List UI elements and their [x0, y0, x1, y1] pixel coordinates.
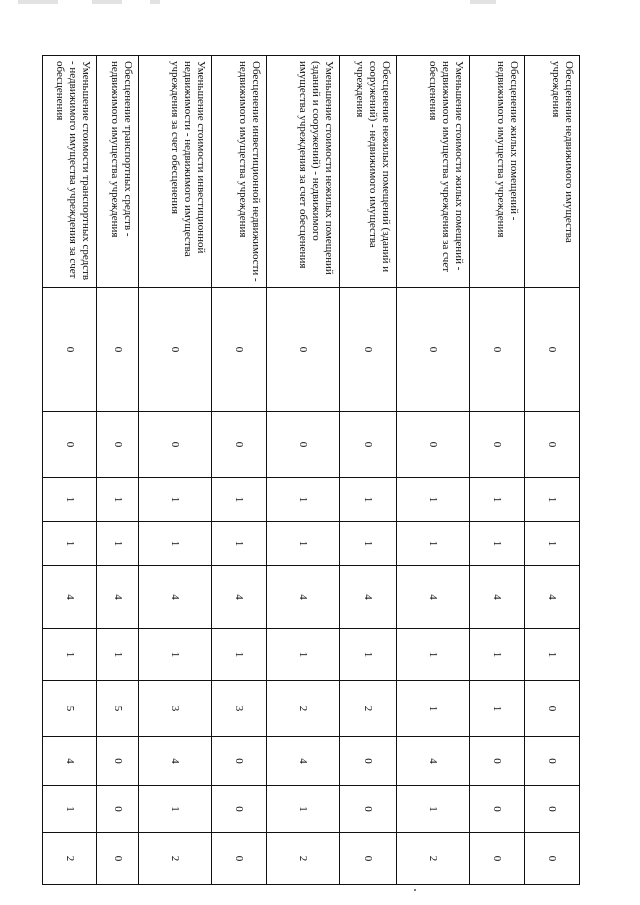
code-cell: 1	[397, 522, 470, 566]
table-row	[525, 56, 580, 885]
scan-artifact	[150, 0, 160, 4]
code-cell: 1	[525, 629, 580, 681]
code-cell: 0	[525, 786, 580, 833]
code-cell: 0	[525, 737, 580, 786]
code-cell: 0	[340, 288, 397, 412]
code-cell: 0	[525, 681, 580, 737]
code-cell: 2	[397, 833, 470, 885]
code-cell: 0	[267, 288, 340, 412]
table-row	[267, 56, 340, 885]
code-cell: 0	[97, 737, 139, 786]
code-cell: 2	[139, 833, 212, 885]
row-label: Уменьшение стоимости транспортных средств - недвижимого имущества учреждения за счет обесценения	[43, 56, 97, 288]
code-cell: 4	[397, 737, 470, 786]
code-cell: 1	[212, 478, 267, 522]
code-cell: 2	[340, 681, 397, 737]
row-label: Обесценение транспортных средств - недвижимого имущества учреждения	[97, 56, 139, 288]
code-cell: 4	[340, 566, 397, 629]
code-cell: 4	[97, 566, 139, 629]
code-cell: 1	[267, 522, 340, 566]
scan-speck	[414, 889, 416, 891]
code-cell: 1	[267, 629, 340, 681]
code-cell: 1	[139, 786, 212, 833]
row-label: Обесценение нежилых помещений (зданий и сооружений) - недвижимого имущества учреждения	[340, 56, 397, 288]
code-cell: 1	[397, 629, 470, 681]
code-cell: 0	[525, 412, 580, 478]
code-cell: 0	[97, 412, 139, 478]
table-row	[470, 56, 525, 885]
code-cell: 0	[340, 833, 397, 885]
code-cell: 4	[470, 566, 525, 629]
code-cell: 1	[43, 629, 97, 681]
scan-artifact	[470, 0, 496, 4]
row-label: Уменьшение стоимости нежилых помещений (зданий и сооружений) - недвижимого имущества учреждения за счет обесценения	[267, 56, 340, 288]
code-cell: 1	[139, 478, 212, 522]
code-cell: 1	[470, 629, 525, 681]
scan-artifact	[92, 0, 122, 4]
code-cell: 0	[525, 288, 580, 412]
table-row	[139, 56, 212, 885]
table-row	[97, 56, 139, 885]
scan-artifact	[18, 0, 58, 4]
code-cell: 0	[97, 833, 139, 885]
code-cell: 1	[267, 478, 340, 522]
row-label: Обесценение жилых помещений - недвижимого имущества учреждения	[470, 56, 525, 288]
code-cell: 0	[397, 288, 470, 412]
code-cell: 5	[97, 681, 139, 737]
code-cell: 0	[267, 412, 340, 478]
row-label: Уменьшение стоимости инвестиционной недвижимости - недвижимого имущества учреждения за счет обесценения	[139, 56, 212, 288]
code-cell: 0	[340, 412, 397, 478]
code-cell: 3	[212, 681, 267, 737]
code-cell: 4	[212, 566, 267, 629]
code-cell: 2	[267, 833, 340, 885]
code-cell: 1	[139, 522, 212, 566]
table-row	[212, 56, 267, 885]
code-cell: 1	[97, 629, 139, 681]
code-cell: 0	[212, 786, 267, 833]
code-cell: 1	[212, 629, 267, 681]
code-cell: 1	[43, 478, 97, 522]
code-cell: 0	[212, 412, 267, 478]
code-cell: 0	[212, 833, 267, 885]
code-cell: 0	[340, 786, 397, 833]
table-row	[43, 56, 97, 885]
code-cell: 2	[43, 833, 97, 885]
code-cell: 0	[470, 833, 525, 885]
code-cell: 0	[340, 737, 397, 786]
code-cell: 4	[267, 737, 340, 786]
table-row	[340, 56, 397, 885]
code-cell: 1	[97, 522, 139, 566]
code-cell: 4	[139, 737, 212, 786]
code-cell: 4	[43, 737, 97, 786]
code-cell: 0	[525, 833, 580, 885]
code-cell: 1	[340, 522, 397, 566]
code-cell: 1	[525, 522, 580, 566]
code-cell: 1	[43, 786, 97, 833]
code-cell: 1	[43, 522, 97, 566]
code-cell: 0	[212, 288, 267, 412]
row-label: Обесценение инвестиционной недвижимости - недвижимого имущества учреждения	[212, 56, 267, 288]
code-cell: 1	[267, 786, 340, 833]
table-row	[397, 56, 470, 885]
code-cell: 1	[97, 478, 139, 522]
code-cell: 0	[43, 412, 97, 478]
code-cell: 2	[267, 681, 340, 737]
code-cell: 0	[397, 412, 470, 478]
code-cell: 4	[139, 566, 212, 629]
code-cell: 5	[43, 681, 97, 737]
code-cell: 0	[97, 288, 139, 412]
code-cell: 0	[139, 412, 212, 478]
rotated-table-container	[54, 55, 580, 884]
code-cell: 4	[525, 566, 580, 629]
code-cell: 1	[397, 681, 470, 737]
code-cell: 0	[470, 288, 525, 412]
code-cell: 0	[470, 737, 525, 786]
code-cell: 4	[397, 566, 470, 629]
code-cell: 0	[43, 288, 97, 412]
code-cell: 4	[43, 566, 97, 629]
code-cell: 1	[212, 522, 267, 566]
code-cell: 1	[340, 629, 397, 681]
code-cell: 0	[139, 288, 212, 412]
code-cell: 1	[470, 478, 525, 522]
code-cell: 0	[470, 786, 525, 833]
account-codes-table	[42, 55, 580, 885]
code-cell: 1	[139, 629, 212, 681]
code-cell: 3	[139, 681, 212, 737]
row-label: Уменьшение стоимости жилых помещений - недвижимого имущества учреждения за счет обесценения	[397, 56, 470, 288]
code-cell: 1	[470, 681, 525, 737]
code-cell: 1	[525, 478, 580, 522]
code-cell: 1	[397, 478, 470, 522]
code-cell: 1	[397, 786, 470, 833]
code-cell: 0	[212, 737, 267, 786]
code-cell: 0	[97, 786, 139, 833]
code-cell: 0	[470, 412, 525, 478]
code-cell: 1	[340, 478, 397, 522]
row-label: Обесценение недвижимого имущества учреждения	[525, 56, 580, 288]
code-cell: 4	[267, 566, 340, 629]
code-cell: 1	[470, 522, 525, 566]
